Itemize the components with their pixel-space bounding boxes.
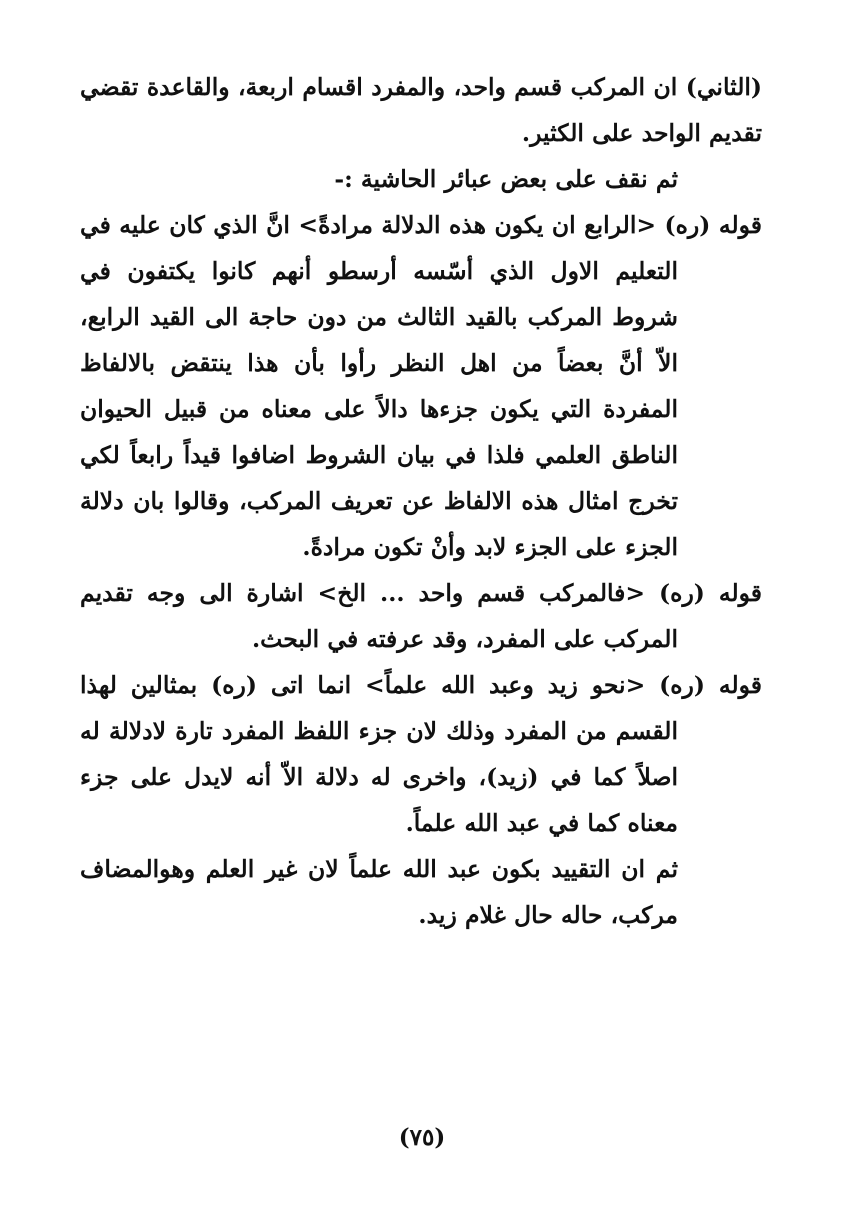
paragraph-zaid-example: قوله (ره) <نحو زيد وعبد الله علماً> انما اتى (ره) بمثالين لهذا القسم من المفرد وذلك لان جزء اللفظ المفرد تارة لادلالة له اصلاً كما في (زيد)، واخرى له دلالة الاّ أنه لايدل على جزء معناه كما في عبد الله علماً.	[80, 671, 762, 837]
paragraph-restriction-note: ثم ان التقييد بكون عبد الله علماً لان غير العلم وهوالمضاف مركب، حاله حال غلام زيد.	[80, 855, 678, 929]
paragraph-compound-one-section: قوله (ره) <فالمركب قسم واحد ... الخ> اشارة الى وجه تقديم المركب على المفرد، وقد عرفته في البحث.	[80, 579, 762, 653]
page-number: (٧٥)	[398, 1124, 446, 1151]
paragraph-intro-glosses: ثم نقف على بعض عبائر الحاشية :-	[334, 165, 678, 193]
paragraph-second-reason: (الثاني) ان المركب قسم واحد، والمفرد اقسام اربعة، والقاعدة تقضي تقديم الواحد على الكثير.	[80, 73, 762, 147]
paragraph-fourth-condition: قوله (ره) <الرابع ان يكون هذه الدلالة مرادةً> انَّ الذي كان عليه في التعليم الاول الذي أسّسه أرسطو أنهم كانوا يكتفون في شروط المركب بالقيد الثالث من دون حاجة الى القيد الرابع، الاّ أنَّ بعضاً من اهل النظر رأوا بأن هذا ينتقض بالالفاظ المفردة التي يكون جزءها دالاً على معناه من قبيل الحيوان الناطق العلمي فلذا في بيان الشروط اضافوا قيداً رابعاً لكي تخرج امثال هذه الالفاظ عن تعريف المركب، وقالوا بان دلالة الجزء على الجزء لابد وأنْ تكون مرادةً.	[80, 211, 762, 561]
